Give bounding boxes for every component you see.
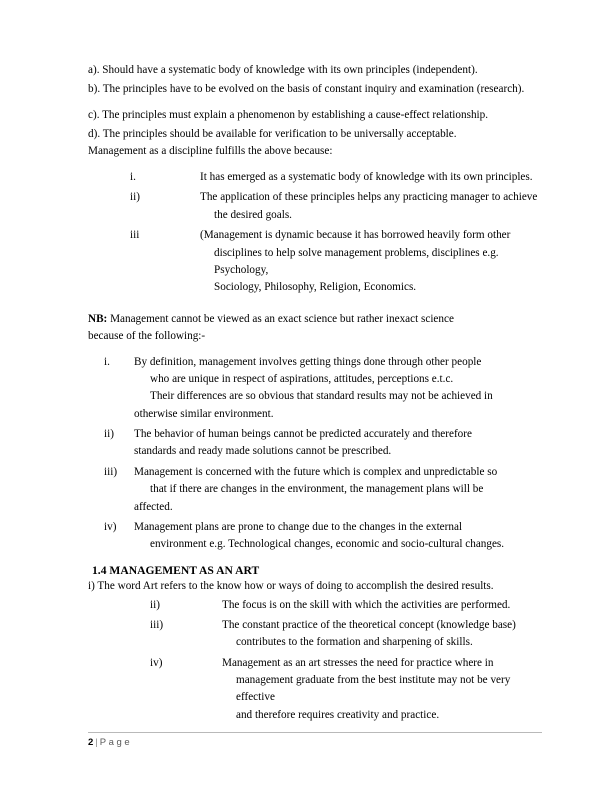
list-marker: ii) (150, 598, 160, 611)
list-item (130, 189, 542, 224)
page-footer (88, 732, 542, 748)
list-item (104, 519, 542, 554)
spacer (88, 100, 542, 107)
nb-paragraph-second-line: because of the following:- (88, 329, 206, 342)
art-list (150, 597, 542, 725)
list-line: standards and ready made solutions cannot be prescribed. (134, 445, 392, 458)
list-line: and therefore requires creativity and practice. (236, 708, 440, 721)
list-line: environment e.g. Technological changes, economic and socio-cultural changes. (150, 538, 505, 551)
nb-text: Management cannot be viewed as an exact science but rather inexact science (107, 312, 454, 325)
list-content (200, 189, 542, 224)
list-content (134, 519, 542, 554)
footer-separator: | (95, 737, 98, 748)
spacer (88, 162, 542, 169)
list-item (150, 655, 542, 724)
list-line: The behavior of human beings cannot be predicted accurately and therefore (134, 428, 472, 441)
list-item (130, 227, 542, 296)
nb-label: NB: (88, 312, 108, 325)
intro-point-c: c). The principles must explain a phenomenon by establishing a cause-effect relationship. (88, 109, 489, 122)
list-item (150, 597, 542, 614)
discipline-list (130, 169, 542, 297)
list-marker: iii) (104, 465, 118, 478)
list-marker: iv) (104, 520, 117, 533)
list-line: Sociology, Philosophy, Religion, Economics. (214, 281, 417, 294)
list-content (134, 464, 542, 516)
list-item (130, 169, 542, 186)
list-content (222, 655, 542, 724)
intro-point-b: b). The principles have to be evolved on the basis of constant inquiry and examination (research). (88, 83, 525, 96)
list-line: The application of these principles helps any practicing manager to achieve (200, 191, 538, 204)
list-content (200, 227, 542, 296)
list-line: (Management is dynamic because it has borrowed heavily form other (200, 229, 511, 242)
nb-paragraph (88, 311, 542, 328)
section-lead: i) The word Art refers to the know how or ways of doing to accomplish the desired results. (88, 579, 494, 592)
list-marker: i. (104, 355, 110, 368)
list-content (200, 169, 542, 186)
list-line: otherwise similar environment. (134, 407, 274, 420)
list-item (104, 464, 542, 516)
list-item (104, 354, 542, 423)
list-content (222, 597, 542, 614)
list-line: It has emerged as a systematic body of knowledge with its own principles. (200, 171, 533, 184)
nb-block (88, 311, 542, 345)
list-line: the desired goals. (214, 208, 292, 221)
nb-list (104, 354, 542, 554)
list-line: contributes to the formation and sharpening of skills. (236, 636, 473, 649)
list-content (134, 426, 542, 461)
list-marker: iv) (150, 656, 163, 669)
list-line: The constant practice of the theoretical concept (knowledge base) (222, 618, 516, 631)
list-line: Management plans are prone to change due to the changes in the external (134, 520, 463, 533)
list-line: that if there are changes in the environment, the management plans will be (150, 483, 484, 496)
intro-block (88, 62, 542, 160)
spacer (88, 300, 542, 311)
list-line: Management is concerned with the future which is complex and unpredictable so (134, 465, 498, 478)
list-line: By definition, management involves getting things done through other people (134, 355, 482, 368)
list-content (134, 354, 542, 423)
list-line: Management as an art stresses the need for practice where in (222, 656, 494, 669)
intro-point-a: a). Should have a systematic body of knowledge with its own principles (independent). (88, 64, 478, 76)
list-marker: i. (130, 171, 136, 184)
list-line: who are unique in respect of aspirations, attitudes, perceptions e.t.c. (150, 372, 454, 385)
section-heading: 1.4 MANAGEMENT AS AN ART (92, 563, 260, 577)
intro-point-d: d). The principles should be available for verification to be universally acceptable. (88, 128, 457, 141)
spacer (88, 557, 542, 564)
discipline-lead: Management as a discipline fulfills the above because: (88, 145, 333, 158)
list-content (222, 617, 542, 652)
footer-label: P a g e (99, 737, 130, 748)
list-marker: ii) (104, 428, 114, 441)
list-marker: iii (130, 229, 140, 242)
list-line: affected. (134, 500, 173, 513)
list-line: disciplines to help solve management problems, disciplines e.g. Psychology, (214, 246, 499, 276)
list-line: The focus is on the skill with which the activities are performed. (222, 598, 511, 611)
list-item (150, 617, 542, 652)
list-item (104, 426, 542, 461)
spacer (88, 347, 542, 354)
list-line: Their differences are so obvious that standard results may not be achieved in (150, 390, 493, 403)
list-marker: ii) (130, 191, 140, 204)
list-line: management graduate from the best institute may not be very effective (236, 674, 511, 704)
footer-page-number: 2 (88, 737, 94, 748)
list-marker: iii) (150, 618, 164, 631)
